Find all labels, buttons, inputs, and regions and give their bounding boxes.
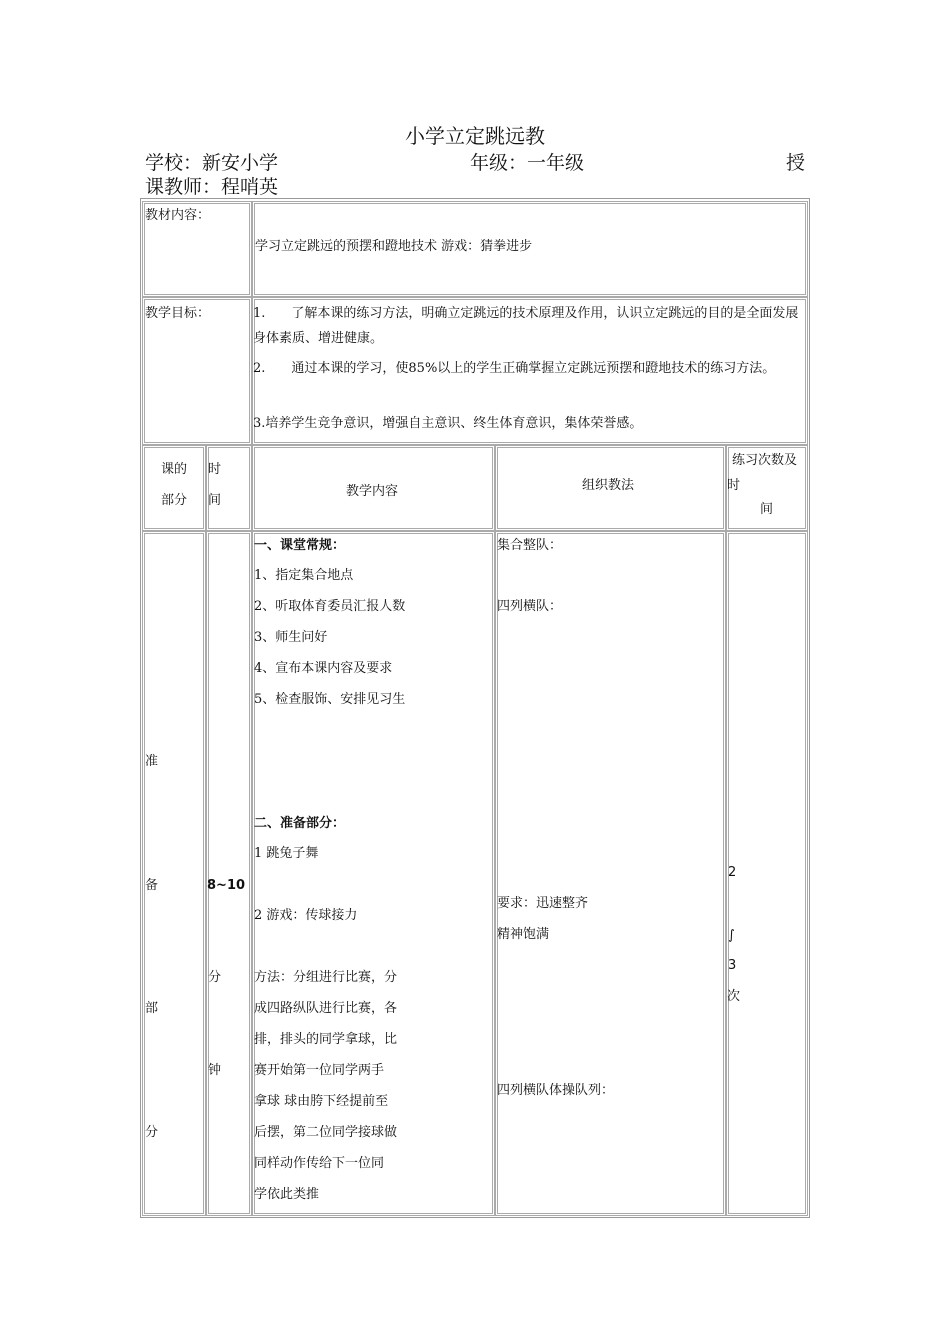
school-label: 学校：新安小学: [145, 152, 279, 174]
content-line: 方法：分组进行比赛，分: [254, 970, 398, 985]
content-line: 二、准备部分：: [254, 816, 346, 831]
content-line: 成四路纵队进行比赛，各: [254, 1001, 398, 1016]
practice-char: 2: [728, 865, 737, 880]
content-line: 1 跳兔子舞: [254, 846, 319, 861]
content-line: 2、听取体育委员汇报人数: [254, 599, 406, 614]
practice-char: 3: [728, 958, 737, 973]
body-method-cell: [495, 531, 726, 1216]
content-line: 5、检查服饰、安排见习生: [254, 692, 406, 707]
method-line: 四列横队：: [497, 599, 563, 614]
content-line: 1、指定集合地点: [254, 568, 354, 583]
method-line: 集合整队：: [497, 538, 563, 553]
method-line: 四列横队体操队列：: [497, 1083, 615, 1098]
content-line: 4、宣布本课内容及要求: [254, 661, 393, 676]
header-practice-line1: 练习次数及: [732, 453, 798, 468]
method-line: 要求：迅速整齐: [497, 896, 589, 911]
header-practice-line3: 间: [760, 502, 774, 517]
content-line: 学依此类推: [254, 1187, 320, 1202]
content-line: 赛开始第一位同学两手: [254, 1063, 385, 1078]
objectives-label: 教学目标：: [145, 306, 211, 321]
content-line: 同样动作传给下一位同: [254, 1156, 385, 1171]
content-line: 3、师生问好: [254, 630, 328, 645]
practice-char: 次: [727, 989, 741, 1004]
header-practice-line2: 时: [727, 478, 741, 493]
content-line: 一、课堂常规：: [254, 538, 346, 553]
method-line: 精神饱满: [497, 927, 550, 942]
content-label: 教材内容：: [145, 208, 211, 223]
body-practice-cell: [726, 531, 808, 1216]
header-method: 组织教法: [582, 478, 635, 493]
header-part-line1: 课的: [161, 462, 188, 477]
practice-char: ∫: [728, 928, 735, 943]
time-value: 8~10: [207, 878, 246, 893]
header-time-line2: 间: [208, 493, 222, 508]
time-unit-char: 钟: [208, 1063, 222, 1078]
header-part-line2: 部分: [161, 493, 188, 508]
grade-label: 年级：一年级: [470, 152, 585, 174]
part-char: 分: [145, 1125, 159, 1140]
part-char: 部: [145, 1001, 159, 1016]
time-unit-char: 分: [208, 970, 222, 985]
objective-2: 2. 通过本课的学习，使85%以上的学生正确掌握立定跳远预摆和蹬地技术的练习方法。: [253, 361, 776, 376]
content-line: 排，排头的同学拿球，比: [254, 1032, 398, 1047]
objective-3: 3.培养学生竞争意识，增强自主意识、终生体育意识，集体荣誉感。: [253, 416, 643, 431]
teacher-label: 课教师：程哨英: [145, 176, 279, 198]
header-part-cell: [142, 445, 206, 531]
page-title: 小学立定跳远教: [405, 124, 545, 148]
content-line: 拿球 球由胯下经提前至: [254, 1094, 389, 1109]
content-line: 后摆，第二位同学接球做: [254, 1125, 398, 1140]
objective-1: 1. 了解本课的练习方法，明确立定跳远的技术原理及作用，认识立定跳远的目的是全面发展身体素质、增进健康。: [253, 306, 799, 346]
body-time-cell: [206, 531, 252, 1216]
part-char: 备: [145, 878, 159, 893]
content-line: 2 游戏：传球接力: [254, 908, 358, 923]
body-part-cell: [142, 531, 206, 1216]
header-time-line1: 时: [208, 462, 222, 477]
teacher-label-start: 授: [786, 152, 806, 174]
content-value: 学习立定跳远的预摆和蹬地技术 游戏：猜拳进步: [255, 239, 533, 254]
header-content: 教学内容: [346, 484, 399, 499]
header-time-cell: [206, 445, 252, 531]
part-char: 准: [145, 754, 159, 769]
